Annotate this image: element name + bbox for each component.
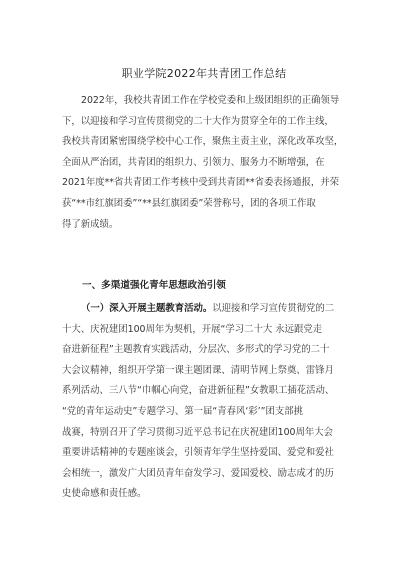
section-paragraph [62, 299, 352, 505]
paragraph-line: 史使命感和责任感。 [62, 488, 147, 500]
paragraph-line: 大会议精神，组织开学第一课主题团课、清明节网上祭奠、雷锋月 [62, 364, 334, 376]
paragraph-line: 奋进新征程”主题教育实践活动，分层次、多形式的学习党的二十 [62, 344, 330, 356]
paragraph-line: 战赛，特别召开了学习贯彻习近平总书记在庆祝建团100周年大会 [62, 426, 334, 438]
paragraph-line: 重要讲话精神的专题座谈会，引领青年学生坚持爱国、爱党和爱社 [62, 447, 334, 459]
paragraph-line: 系列活动、三八节“巾帼心向党，奋进新征程”女教职工插花活动、 [62, 385, 335, 397]
paragraph-line: 会相统一，激发广大团员青年奋发学习、爱国爱校、励志成才的历 [62, 467, 334, 479]
paragraph-line: 获“**市红旗团委”“**县红旗团委”荣誉称号，团的各项工作取 [62, 197, 316, 209]
paragraph-line [62, 299, 352, 320]
paragraph-line: “党的青年运动史”专题学习、第一届“青春风‘彩’”团支部挑 [62, 405, 304, 417]
sub-heading: （一）深入开展主题教育活动。 [81, 303, 213, 314]
section-heading: 一、多渠道强化青年思想政治引领 [82, 280, 226, 291]
paragraph-line: 2022年，我校共青团工作在学校党委和上级团组织的正确领导 [81, 95, 340, 106]
document-title: 职业学院2022年共青团工作总结 [121, 67, 287, 80]
paragraph-line: 我校共青团紧密围绕学校中心工作，聚焦主责主业，深化改革攻坚， [62, 136, 344, 148]
paragraph-line: 下，以迎接和学习宣传贯彻党的二十大作为贯穿全年的工作主线， [62, 115, 334, 127]
paragraph-line: 得了新成绩。 [62, 218, 119, 230]
paragraph-line: 2021年度**省共青团工作考核中受到共青团**省委表扬通报，并荣 [62, 177, 339, 189]
paragraph-line-text: 以迎接和学习宣传贯彻党的二 [212, 303, 335, 314]
paragraph-line: 全面从严治团，共青团的组织力、引领力、服务力不断增强，在 [62, 156, 325, 168]
paragraph-line: 十大、庆祝建团100周年为契机，开展“学习二十大 永远跟党走 [62, 323, 323, 335]
intro-paragraph [62, 91, 352, 235]
